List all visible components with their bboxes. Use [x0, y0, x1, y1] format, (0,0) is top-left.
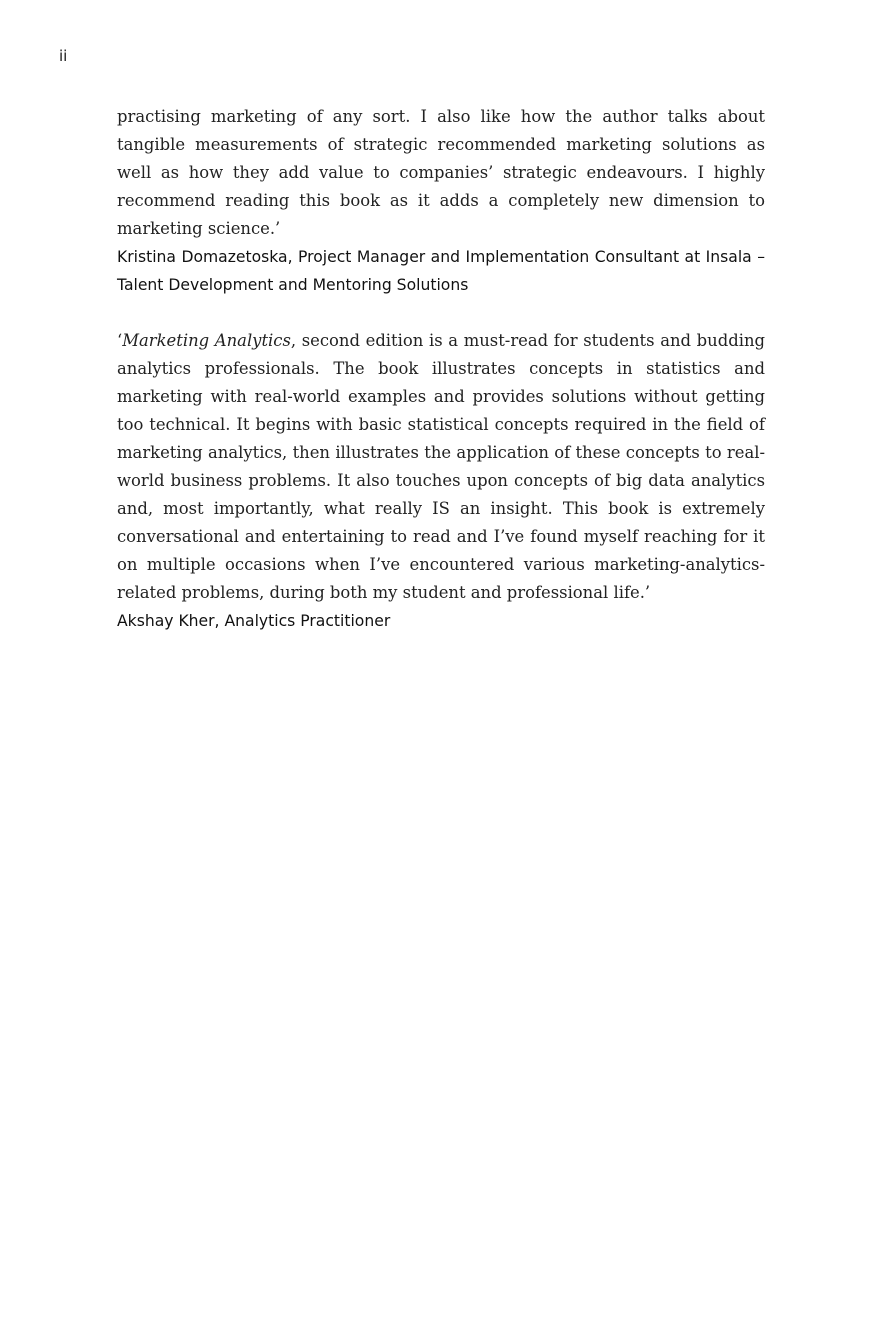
endorsement-kristina	[117, 103, 765, 299]
endorsement-akshay	[117, 327, 765, 635]
endorsement-quote	[117, 327, 765, 607]
page-number: ii	[59, 47, 68, 65]
endorsement-quote: practising marketing of any sort. I also like how the author talks about tangible measurements of strategic recommended marketing solutions as well as how they add value to companies’ strategic endeavours. I highly recommend reading this book as it adds a completely new dimension to marketing science.’	[117, 107, 765, 238]
endorsement-attribution: Akshay Kher, Analytics Practitioner	[117, 612, 391, 630]
quote-body: , second edition is a must-read for students and budding analytics professionals. The book illustrates concepts in statistics and marketing with real-world examples and provides solutions without getting too technical. It begins with basic statistical concepts required in the field of marketing analytics, then illustrates the application of these concepts to real-world business problems. It also touches upon concepts of big data analytics and, most importantly, what really IS an insight. This book is extremely conversational and entertaining to read and I’ve found myself reaching for it on multiple occasions when I’ve encountered various marketing-analytics-related problems, during both my student and professional life.’	[117, 331, 765, 602]
book-title: Marketing Analytics	[122, 331, 291, 350]
endorsements	[117, 103, 765, 635]
endorsement-attribution: Kristina Domazetoska, Project Manager and Implementation Consultant at Insala – Talent Development and Mentoring Solutions	[117, 248, 765, 294]
quote-open-mark: ‘	[117, 331, 123, 350]
